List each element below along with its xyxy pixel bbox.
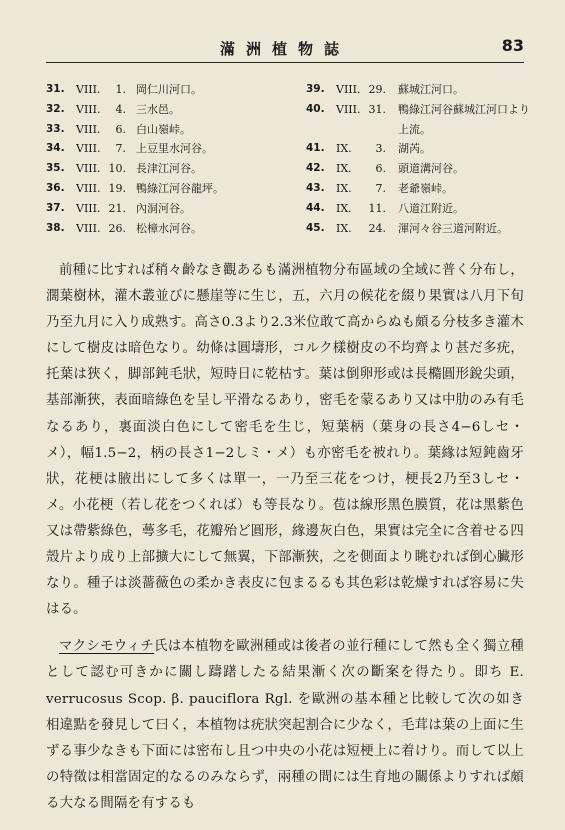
paragraph-1-text: 前種に比すれば稍々齡なき觀あるも滿洲植物分布區域の全域に普く分布し，濶葉樹林，灌木叢並びに懸崖等に生じ，五，六月の候花を綴り果實は八月下旬乃至九月に入り成熟す。高さ0.3より2.3米位敢て高からぬも頗る分枝多き灌木にして樹皮は暗色なり。幼條は圓壔形，コルク樣樹皮の不均齊より甚だ多疣，托葉は狹く，脚部鈍毛狀，短時日に乾枯す。葉は倒卵形或は長橢圓形銳尖頭，基部漸狹，表面暗綠色を呈し平滑なるあり，密毛を蒙るあり又は中肋のみ有毛なるあり，裏面淡白色にして密毛を生じ，短葉柄（葉身の長さ4−6しセ・メ），幅1.5−2，柄の長さ1−2しミ・メ）も亦密毛を被れり。葉緣は短鈍齒牙狀，花梗は腋出にして多くは單一，一乃至三花をつけ，梗長2乃至3しセ・メ。小花梗（若し花をつくれば）も等長なり。苞は線形黑色膜質，花は黑紫色又は帶紫綠色，蕚多毛，花瓣殆ど圓形，緣邊灰白色，果實は完全に含着せる四殼片より成り上部擴大にして無翼，下部漸狹，之を側面より眺むれば倒心臟形なり。種子は淡薔薇色の柔かき表皮に包まるるも其色彩は乾燥すれば容易に失はる。 — [46, 263, 524, 618]
running-title: 滿洲植物誌 — [219, 40, 350, 58]
page-header — [46, 36, 524, 63]
author-name: マクシモウィチ — [59, 639, 155, 655]
entry-month: VIII. — [336, 83, 361, 96]
entry-day: 21. — [108, 201, 126, 215]
entry-month: IX. — [336, 181, 352, 195]
description-text — [46, 258, 524, 817]
paragraph-2-text: 氏は本植物を歐洲種或は後者の並行種にして然も全く獨立種として認む可きかに關し躊躇したる結果漸く次の斷案を得たり。即ち E. verrucosus Scop. β. pauciflora Rgl. を歐洲の基本種と比較して次の如き相違點を發見して曰く，本植物は疣狀突起割合に少なく，毛茸は葉の上面に生ずる事少なきも下面には密布し且つ中央の小花は短梗上に着けり。而して以上の特徵は相當固定的なるのみならず，兩種の間には生育地の關係よりすれば頗る大なる間隔を有するも — [46, 639, 524, 811]
entry-place: 白山嶺峠。 — [136, 122, 191, 136]
entry-place: 老爺嶺峠。 — [398, 181, 453, 195]
entry-place: 頭道溝河谷。 — [398, 162, 464, 176]
entry-day: 6. — [375, 162, 386, 176]
entry-month: VIII. — [76, 162, 101, 176]
entry-day: 26. — [108, 221, 126, 235]
entry-day: 19. — [108, 181, 126, 195]
entry-place: 湖芮。 — [398, 142, 431, 156]
entry-place: 渾河々谷三道河附近。 — [398, 221, 508, 235]
entry-month: IX. — [336, 221, 352, 235]
entry-number: 40. — [306, 102, 325, 115]
entry-day: 4. — [115, 102, 126, 116]
entry-number: 39. — [306, 83, 325, 95]
entry-month: VIII. — [76, 122, 101, 136]
locality-entry — [46, 120, 286, 140]
paragraph-1 — [46, 258, 524, 623]
entry-place: 岡仁川河口。 — [136, 83, 202, 96]
entry-place: 八道江附近。 — [398, 201, 464, 215]
entry-place: 松樟水河谷。 — [136, 221, 202, 235]
entry-number: 45. — [306, 221, 325, 234]
entry-place: 鴨綠江河谷龍坪。 — [136, 181, 224, 195]
locality-entry — [306, 219, 528, 239]
entry-day: 29. — [368, 83, 386, 96]
entry-month: IX. — [336, 162, 352, 176]
page-number: 83 — [501, 36, 524, 55]
locality-entry-continuation — [306, 120, 528, 140]
locality-column-left — [46, 80, 286, 238]
locality-entry — [46, 80, 286, 100]
paragraph-2 — [46, 634, 524, 817]
entry-number: 35. — [46, 162, 65, 175]
locality-entry — [46, 139, 286, 159]
locality-entry — [46, 199, 286, 219]
entry-number: 44. — [306, 201, 325, 214]
locality-column-right — [306, 80, 528, 238]
entry-number: 38. — [46, 221, 65, 234]
entry-month: VIII. — [76, 201, 101, 215]
entry-month: VIII. — [76, 181, 101, 195]
entry-place: 三水邑。 — [136, 102, 180, 116]
entry-number: 36. — [46, 181, 65, 194]
locality-entry — [46, 179, 286, 199]
entry-number: 34. — [46, 142, 65, 155]
entry-number: 33. — [46, 122, 65, 135]
locality-entry — [46, 100, 286, 120]
entry-number: 42. — [306, 162, 325, 175]
locality-entry — [306, 179, 528, 199]
entry-place: 蘇城江河口。 — [398, 83, 464, 96]
entry-place: 上豆里水河谷。 — [136, 142, 213, 156]
entry-month: VIII. — [336, 102, 361, 116]
entry-number: 41. — [306, 142, 325, 155]
entry-day: 7. — [115, 142, 126, 156]
locality-entry — [306, 80, 528, 100]
entry-place: 長津江河谷。 — [136, 162, 202, 176]
entry-month: IX. — [336, 142, 352, 156]
locality-entry — [306, 139, 528, 159]
entry-month: IX. — [336, 201, 352, 215]
entry-place: 鴨綠江河谷蘇城江河口より — [398, 102, 530, 116]
entry-day: 3. — [375, 142, 386, 156]
entry-day: 7. — [375, 181, 386, 195]
entry-day: 31. — [368, 102, 386, 116]
entry-number: 43. — [306, 181, 325, 194]
entry-place-continued: 上流。 — [398, 122, 431, 136]
entry-number: 31. — [46, 83, 65, 95]
entry-day: 24. — [368, 221, 386, 235]
locality-entry — [46, 219, 286, 239]
locality-entry — [306, 159, 528, 179]
entry-month: VIII. — [76, 221, 101, 235]
entry-day: 6. — [115, 122, 126, 136]
locality-entry — [46, 159, 286, 179]
entry-number: 37. — [46, 201, 65, 214]
entry-day: 1. — [115, 83, 126, 96]
entry-place: 內洞河谷。 — [136, 201, 191, 215]
entry-month: VIII. — [76, 142, 101, 156]
entry-day: 10. — [108, 162, 126, 176]
entry-month: VIII. — [76, 102, 101, 116]
locality-entry — [306, 199, 528, 219]
entry-month: VIII. — [76, 83, 101, 96]
entry-number: 32. — [46, 102, 65, 115]
entry-day: 11. — [368, 201, 386, 215]
locality-entry — [306, 100, 528, 120]
